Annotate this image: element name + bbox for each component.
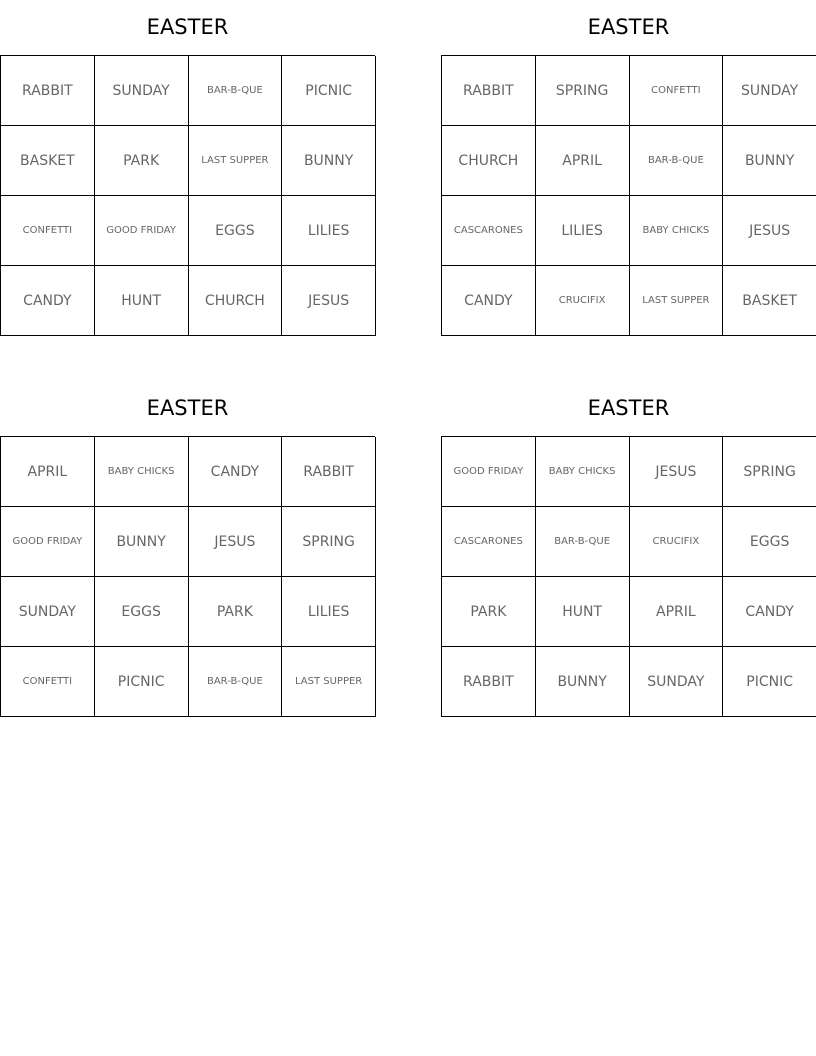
bingo-cell: BAR-B-QUE: [536, 507, 630, 577]
bingo-cell: RABBIT: [282, 437, 376, 507]
bingo-cell: CASCARONES: [442, 507, 536, 577]
bingo-cell: APRIL: [536, 126, 630, 196]
bingo-cell: HUNT: [95, 266, 189, 336]
bingo-cell: SUNDAY: [630, 647, 724, 717]
bingo-cell: SPRING: [282, 507, 376, 577]
bingo-cell: SUNDAY: [95, 56, 189, 126]
bingo-cell: CRUCIFIX: [630, 507, 724, 577]
bingo-cell: EGGS: [95, 577, 189, 647]
bingo-cell: RABBIT: [442, 56, 536, 126]
bingo-cell: JESUS: [282, 266, 376, 336]
bingo-cell: BABY CHICKS: [630, 196, 724, 266]
bingo-cell: CANDY: [442, 266, 536, 336]
bingo-cell: HUNT: [536, 577, 630, 647]
bingo-cell: CHURCH: [189, 266, 283, 336]
bingo-cell: PARK: [95, 126, 189, 196]
bingo-cell: RABBIT: [1, 56, 95, 126]
bingo-cell: EGGS: [723, 507, 816, 577]
bingo-cell: BUNNY: [536, 647, 630, 717]
bingo-cell: BASKET: [723, 266, 816, 336]
bingo-cell: BAR-B-QUE: [189, 56, 283, 126]
bingo-cell: CASCARONES: [442, 196, 536, 266]
bingo-cell: SUNDAY: [723, 56, 816, 126]
bingo-cell: CRUCIFIX: [536, 266, 630, 336]
bingo-cell: CONFETTI: [630, 56, 724, 126]
bingo-cell: CANDY: [1, 266, 95, 336]
bingo-cell: CONFETTI: [1, 647, 95, 717]
bingo-cell: EGGS: [189, 196, 283, 266]
bingo-cell: LAST SUPPER: [630, 266, 724, 336]
bingo-card-3: [0, 381, 375, 717]
bingo-cell: LAST SUPPER: [189, 126, 283, 196]
bingo-card-1: [0, 0, 375, 336]
bingo-cell: GOOD FRIDAY: [95, 196, 189, 266]
card-title: EASTER: [146, 396, 229, 420]
bingo-cell: BAR-B-QUE: [630, 126, 724, 196]
bingo-cell: GOOD FRIDAY: [1, 507, 95, 577]
bingo-cell: LAST SUPPER: [282, 647, 376, 717]
bingo-cell: BABY CHICKS: [536, 437, 630, 507]
bingo-cell: GOOD FRIDAY: [442, 437, 536, 507]
card-title: EASTER: [587, 15, 670, 39]
bingo-cell: LILIES: [536, 196, 630, 266]
card-title: EASTER: [587, 396, 670, 420]
bingo-cell: BASKET: [1, 126, 95, 196]
bingo-cell: PICNIC: [282, 56, 376, 126]
bingo-cell: SPRING: [723, 437, 816, 507]
bingo-cell: LILIES: [282, 577, 376, 647]
bingo-cell: PARK: [442, 577, 536, 647]
bingo-cell: PICNIC: [723, 647, 816, 717]
bingo-cell: BABY CHICKS: [95, 437, 189, 507]
bingo-grid: [0, 55, 375, 336]
bingo-cell: SPRING: [536, 56, 630, 126]
bingo-card-4: [441, 381, 816, 717]
bingo-cell: CANDY: [723, 577, 816, 647]
bingo-cell: LILIES: [282, 196, 376, 266]
bingo-cell: CONFETTI: [1, 196, 95, 266]
bingo-cell: BUNNY: [723, 126, 816, 196]
bingo-cell: PICNIC: [95, 647, 189, 717]
bingo-cell: APRIL: [630, 577, 724, 647]
bingo-cell: JESUS: [189, 507, 283, 577]
bingo-cell: BUNNY: [282, 126, 376, 196]
bingo-grid: [0, 436, 375, 717]
bingo-cell: JESUS: [723, 196, 816, 266]
bingo-grid: [441, 436, 816, 717]
bingo-grid: [441, 55, 816, 336]
bingo-cell: PARK: [189, 577, 283, 647]
bingo-cell: CANDY: [189, 437, 283, 507]
bingo-cell: APRIL: [1, 437, 95, 507]
bingo-cell: BAR-B-QUE: [189, 647, 283, 717]
bingo-card-2: [441, 0, 816, 336]
bingo-cell: JESUS: [630, 437, 724, 507]
bingo-cell: RABBIT: [442, 647, 536, 717]
card-title: EASTER: [146, 15, 229, 39]
bingo-cell: SUNDAY: [1, 577, 95, 647]
bingo-cell: CHURCH: [442, 126, 536, 196]
bingo-cell: BUNNY: [95, 507, 189, 577]
